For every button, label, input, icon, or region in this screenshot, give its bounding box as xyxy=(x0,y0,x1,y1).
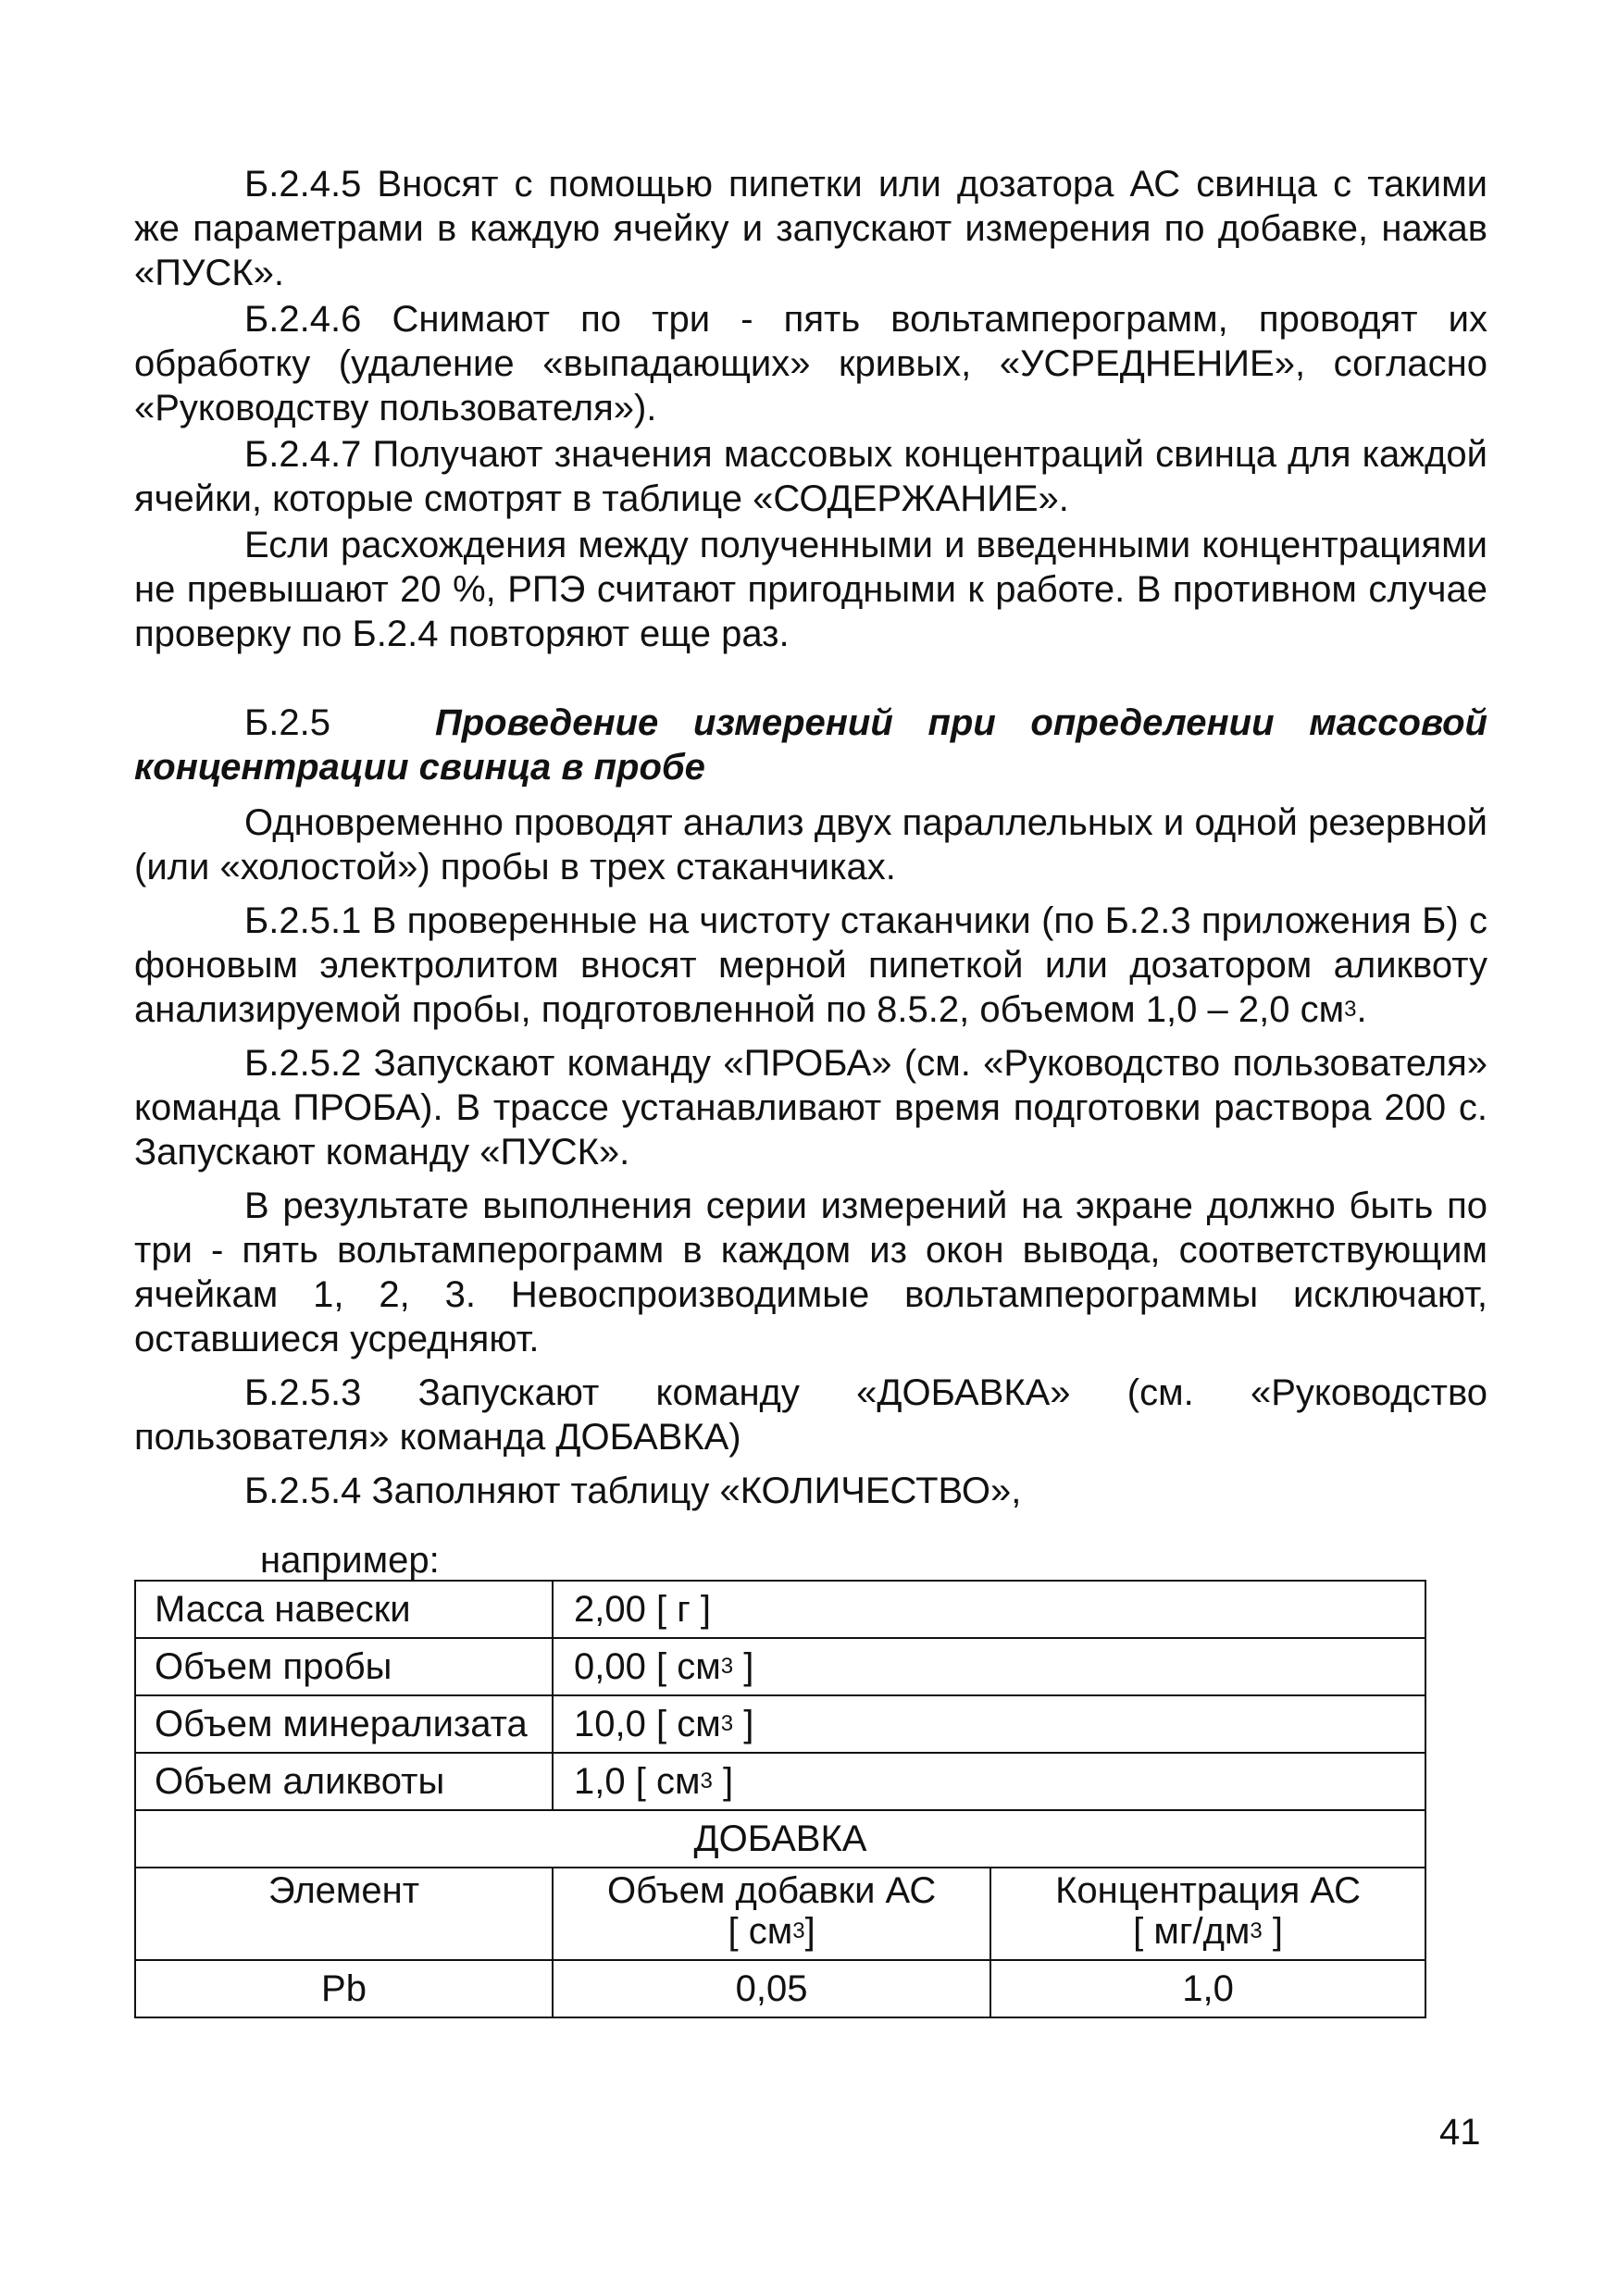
superscript-3: 3 xyxy=(720,1711,734,1736)
table-cell-value xyxy=(553,1695,1425,1753)
column-header-volume xyxy=(553,1868,990,1960)
paragraph-b251 xyxy=(134,899,1487,1032)
table-row xyxy=(135,1638,1425,1695)
paragraph-b253: Б.2.5.3 Запускают команду «ДОБАВКА» (см. «Руководство пользователя» команда ДОБАВКА) xyxy=(134,1372,1487,1458)
paragraph-b245: Б.2.4.5 Вносят с помощью пипетки или дозатора АС свинца с такими же параметрами в каждую ячейку и запускают измерения по добавке, нажав «ПУСК». xyxy=(134,164,1487,293)
table-row-additive-header xyxy=(135,1810,1425,1868)
table-cell-value xyxy=(553,1581,1425,1638)
column-header-volume-line1: Объем добавки АС xyxy=(606,1870,937,1911)
paragraph-b252: Б.2.5.2 Запускают команду «ПРОБА» (см. «Руководство пользователя» команда ПРОБА). В трассе устанавливают время подготовки раствора 200 с. Запускают команду «ПУСК». xyxy=(134,1043,1487,1173)
additive-volume-cell: 0,05 xyxy=(553,1960,990,2017)
paragraph-b254: Б.2.5.4 Заполняют таблицу «КОЛИЧЕСТВО», xyxy=(244,1471,1022,1511)
section-heading-b25 xyxy=(134,701,1487,789)
paragraph-parallel-analysis: Одновременно проводят анализ двух параллельных и одной резервной (или «холостой») пробы в трех стаканчиках. xyxy=(134,802,1487,887)
table-cell-label: Объем минерализата xyxy=(135,1695,553,1753)
page-number: 41 xyxy=(1439,2112,1481,2153)
value-end: ] xyxy=(712,1761,734,1802)
superscript-3: 3 xyxy=(720,1654,734,1679)
superscript-3: 3 xyxy=(1250,1918,1263,1943)
paragraph-b251-end: . xyxy=(1356,989,1367,1030)
table-cell-label: Масса навески xyxy=(135,1581,553,1638)
value-text: 2,00 [ г ] xyxy=(574,1589,712,1630)
table-row xyxy=(135,1695,1425,1753)
superscript-3: 3 xyxy=(1344,997,1357,1022)
quantity-table xyxy=(134,1580,1426,2018)
table-intro: например: xyxy=(260,1540,440,1581)
table-cell-label: Объем аликвоты xyxy=(135,1753,553,1810)
table-cell-value xyxy=(553,1638,1425,1695)
value-text: 0,00 [ см xyxy=(574,1646,721,1687)
value-text: 1,0 [ см xyxy=(574,1761,701,1802)
table-row xyxy=(135,1581,1425,1638)
additive-header-cell: ДОБАВКА xyxy=(135,1810,1425,1868)
section-number: Б.2.5 xyxy=(244,702,330,743)
paragraph-b246: Б.2.4.6 Снимают по три - пять вольтамперограмм, проводят их обработку (удаление «выпадающих» кривых, «УСРЕДНЕНИЕ», согласно «Руководству пользователя»). xyxy=(134,299,1487,428)
table-row xyxy=(135,1753,1425,1810)
section-title: Проведение измерений при определении массовой концентрации свинца в пробе xyxy=(134,702,1487,788)
additive-element-cell: Pb xyxy=(135,1960,553,2017)
table-cell-value xyxy=(553,1753,1425,1810)
paragraph-discrepancy-note: Если расхождения между полученными и введенными концентрациями не превышают 20 %, РПЭ считают пригодными к работе. В противном случае проверку по Б.2.4 повторяют еще раз. xyxy=(134,525,1487,654)
column-header-conc-end: ] xyxy=(1262,1911,1284,1952)
value-text: 10,0 [ см xyxy=(574,1704,721,1744)
document-page xyxy=(134,162,1487,2009)
column-header-concentration xyxy=(990,1868,1425,1960)
additive-concentration-cell: 1,0 xyxy=(990,1960,1425,2017)
value-end: ] xyxy=(733,1646,754,1687)
column-header-conc-line1: Концентрация АС xyxy=(1055,1870,1362,1911)
superscript-3: 3 xyxy=(792,1918,805,1943)
column-header-element: Элемент xyxy=(135,1868,553,1960)
superscript-3: 3 xyxy=(700,1769,713,1793)
paragraph-b251-text: Б.2.5.1 В проверенные на чистоту стаканчики (по Б.2.3 приложения Б) с фоновым электролитом вносят мерной пипеткой или дозатором аликвоту анализируемой пробы, подготовленной по 8.5.2, объемом 1,0 – 2,0 см xyxy=(134,900,1487,1030)
paragraph-results: В результате выполнения серии измерений на экране должно быть по три - пять вольтамперограмм в каждом из окон вывода, соответствующим ячейкам 1, 2, 3. Невоспроизводимые вольтамперограммы исключают, оставшиеся усредняют. xyxy=(134,1185,1487,1359)
column-header-volume-end: ] xyxy=(804,1911,815,1952)
paragraph-b247: Б.2.4.7 Получают значения массовых концентраций свинца для каждой ячейки, которые смотрят в таблице «СОДЕРЖАНИЕ». xyxy=(134,434,1487,519)
column-header-volume-line2: [ см xyxy=(728,1911,793,1952)
value-end: ] xyxy=(733,1704,754,1744)
column-header-conc-line2: [ мг/дм xyxy=(1133,1911,1251,1952)
table-row-column-headers xyxy=(135,1868,1425,1960)
table-row-additive-values xyxy=(135,1960,1425,2017)
table-cell-label: Объем пробы xyxy=(135,1638,553,1695)
